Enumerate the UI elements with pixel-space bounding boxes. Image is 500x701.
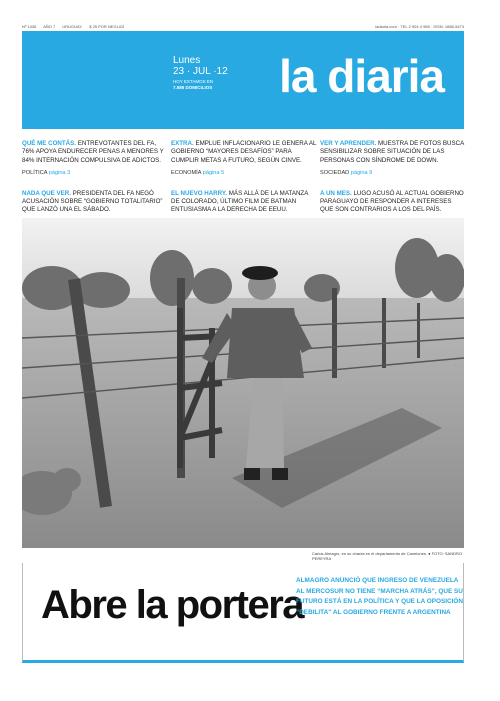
main-headline[interactable]: Abre la portera [41, 583, 304, 627]
teaser-kicker: QUÉ ME CONTÁS. [22, 140, 76, 147]
teaser-section [320, 169, 466, 177]
photo-caption: Carlos Almagro, en su chacra en el departamento de Canelones. ● FOTO: SANDRO PEREYRA [312, 551, 462, 561]
teaser-text: PRESIDENTA DEL FA NEGÓ ACUSACIÓN SOBRE “GOBIERNO TOTALITARIO” QUE LANZÓ UNA EL SÁBADO. [22, 189, 163, 214]
headline-block [22, 563, 464, 663]
teaser[interactable] [171, 140, 317, 178]
date-day: Lunes [173, 55, 201, 66]
topline: Nº 1436 AÑO 7 URUGUAY $ 25 POR NEGLIGÍ ladiaria.com · TEL 2 904 4 958 · ISSN: 1688-5473 [22, 24, 464, 29]
logo: la diaria [279, 50, 444, 102]
date-box [173, 55, 228, 91]
masthead [22, 31, 464, 129]
teaser-text: LUGO ACUSÓ AL ACTUAL GOBIERNO PARAGUAYO DE RESPONDER A INTERESES QUE SON CONTRARIOS A LOS DEL PAÍS. [320, 189, 464, 214]
teaser-text: MUESTRA DE FOTOS BUSCA SENSIBILIZAR SOBRE SITUACIÓN DE LAS PERSONAS CON SÍNDROME DE DOWN. [320, 140, 464, 164]
date-value: 23 · JUL ·12 [173, 66, 228, 77]
teaser-kicker: VER Y APRENDER. [320, 140, 377, 147]
teaser-grid [22, 140, 464, 227]
section-name: SOCIEDAD [320, 170, 350, 177]
issn: ISSN: 1688-5473 [433, 24, 464, 29]
page-ref: página 3 [48, 170, 71, 177]
year: AÑO 7 [43, 24, 56, 29]
teaser-text: EMPLUE INFLACIONARIO LE GENERA AL GOBIERNO “MAYORES DESAFÍOS” PARA CUMPLIR METAS A FUTURO, SEGÚN CINVE. [171, 140, 317, 164]
lead-photo [22, 218, 464, 548]
page-ref: página 5 [202, 170, 225, 177]
site-url[interactable]: ladiaria.com [375, 24, 397, 29]
teaser-kicker: NADA QUE VER. [22, 189, 71, 197]
issue-number: Nº 1436 [22, 24, 37, 29]
teaser-kicker: EXTRA. [171, 140, 194, 147]
teaser[interactable] [320, 140, 466, 178]
section-name: ECONOMÍA [171, 170, 202, 177]
page-ref: página 9 [350, 170, 373, 177]
headline-lede: ALMAGRO ANUNCIÓ QUE INGRESO DE VENEZUELA AL MERCOSUR NO TIENE “MARCHA ATRÁS”, QUE SU FUTURO ESTÁ EN LA POLÍTICA Y QUE LA OPOSICIÓN “DEBILITA” AL GOBIERNO FRENTE A ARGENTINA [296, 577, 463, 616]
price: $ 25 POR NEGLIGÍ [89, 24, 125, 29]
subscribers-count: 7.586 DOMICILIOS [173, 85, 213, 90]
teaser-text: ENTREVOTANTES DEL FA, 76% APOYA ENDURECER PENAS A MENORES Y 84% INTERNACIÓN COMPULSIVA DE ADICTOS. [22, 140, 164, 164]
teaser-kicker: EL NUEVO HARRY. [171, 189, 228, 197]
country: URUGUAY [62, 24, 83, 29]
lead-photo-illustration [22, 218, 464, 548]
teaser-text: MÁS ALLÁ DE LA MATANZA DE COLORADO, ÚLTIMO FILM DE BATMAN ENTUSIASMA A LA DERECHA DE EEUU. [171, 189, 308, 214]
newspaper-front-page [22, 22, 464, 663]
section-name: POLÍTICA [22, 170, 48, 177]
teaser-section [171, 169, 317, 177]
phone: TEL 2 904 4 958 [400, 24, 430, 29]
teaser-kicker: A UN MES. [320, 189, 352, 197]
teaser-section [22, 169, 168, 177]
teaser[interactable] [22, 140, 168, 178]
subscribers-label: HOY ESTAMOS EN [173, 79, 214, 84]
